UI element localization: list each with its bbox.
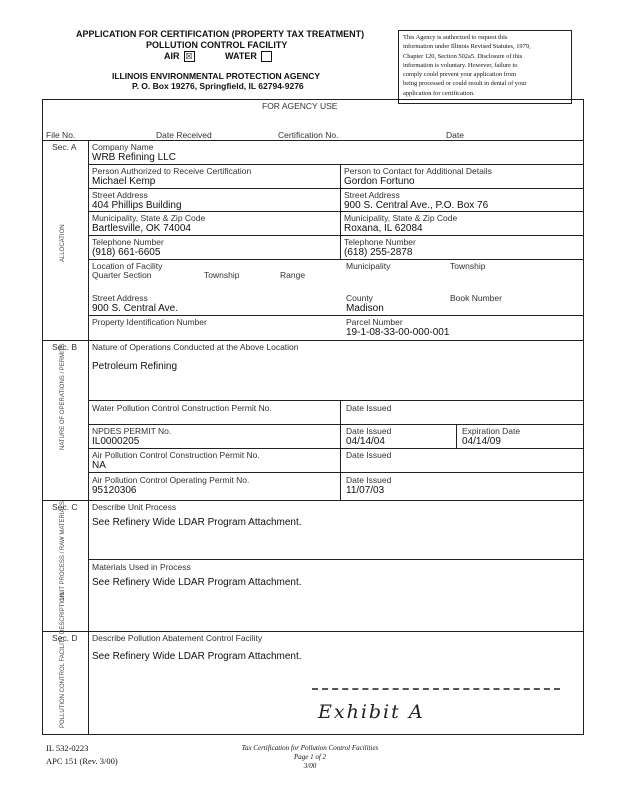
phone: (918) 661-6605 xyxy=(92,247,161,258)
expiration-date: 04/14/09 xyxy=(462,436,501,447)
operations: Petroleum Refining xyxy=(92,361,178,372)
notice-line: information is voluntary. However, failure to xyxy=(403,61,518,69)
county-label: County xyxy=(346,293,373,303)
expiration-label: Expiration Date xyxy=(462,426,521,436)
contact-label: Person to Contact for Additional Details xyxy=(344,166,492,176)
date-received-label: Date Received xyxy=(156,130,212,140)
facility-street: 900 S. Central Ave. xyxy=(92,303,178,314)
phone-label: Telephone Number xyxy=(92,237,164,247)
footer-center xyxy=(200,744,420,771)
location-label: Location of Facility xyxy=(92,261,163,271)
npdes-date: 04/14/04 xyxy=(346,436,385,447)
operations-label: Nature of Operations Conducted at the Above Location xyxy=(92,342,299,352)
unit-process: See Refinery Wide LDAR Program Attachment. xyxy=(92,517,302,528)
range-label: Range xyxy=(280,270,306,280)
unit-process-label: Describe Unit Process xyxy=(92,502,177,512)
air-construction-date-label: Date Issued xyxy=(346,450,392,460)
facility-description: See Refinery Wide LDAR Program Attachment. xyxy=(92,651,302,662)
water-checkbox[interactable] xyxy=(261,51,272,62)
parcel-number-label: Parcel Number xyxy=(346,317,403,327)
date-label: Date xyxy=(446,130,464,140)
air-operating-date: 11/07/03 xyxy=(346,485,385,496)
company-name-label: Company Name xyxy=(92,142,154,152)
scribble-line xyxy=(312,688,560,694)
city-label: Municipality, State & Zip Code xyxy=(92,213,206,223)
phone2-label: Telephone Number xyxy=(344,237,416,247)
facility-street-label: Street Address xyxy=(92,293,148,303)
air-label: AIR xyxy=(164,51,180,61)
notice-line: comply could prevent your application from xyxy=(403,71,517,79)
street2-label: Street Address xyxy=(344,190,400,200)
company-name: WRB Refining LLC xyxy=(92,152,176,163)
sec-d-side-label: POLLUTION CONTROL FACILITY DESCRIPTION xyxy=(60,592,66,728)
contact-name: Gordon Fortuno xyxy=(344,176,415,187)
water-date-issued-label: Date Issued xyxy=(346,403,392,413)
form-title: APPLICATION FOR CERTIFICATION (PROPERTY TAX TREATMENT) xyxy=(76,29,365,39)
quarter-label: Quarter Section xyxy=(92,270,152,280)
notice-line: information under Illinois Revised Statutes, 1979, xyxy=(403,43,531,51)
footer-title: Tax Certification for Pollution Control Facilities xyxy=(241,744,379,752)
agency-name: ILLINOIS ENVIRONMENTAL PROTECTION AGENCY xyxy=(112,71,321,81)
township-label: Township xyxy=(204,270,240,280)
form-number: IL 532-0223 xyxy=(46,743,89,753)
footer-date: 3/00 xyxy=(303,762,317,770)
notice-text xyxy=(399,31,571,100)
notice-box xyxy=(398,30,572,104)
npdes-date-label: Date Issued xyxy=(346,426,392,436)
sec-d-tag: Sec. D xyxy=(52,633,78,643)
air-checkbox[interactable]: ☒ xyxy=(185,52,193,62)
county: Madison xyxy=(346,303,384,314)
notice-line: application for certification. xyxy=(403,89,475,97)
person-authorized-label: Person Authorized to Receive Certification xyxy=(92,166,252,176)
npdes-permit: IL0000205 xyxy=(92,436,140,447)
materials: See Refinery Wide LDAR Program Attachment. xyxy=(92,577,302,588)
notice-line: Chapter 120, Section 502a5. Disclosure of this xyxy=(403,52,523,60)
sec-c-tag: Sec. C xyxy=(52,502,78,512)
parcel-number: 19-1-08-33-00-000-001 xyxy=(346,327,450,338)
street-address: 404 Phillips Building xyxy=(92,200,182,211)
street2-address: 900 S. Central Ave., P.O. Box 76 xyxy=(344,200,489,211)
air-operating-date-label: Date Issued xyxy=(346,475,392,485)
air-operating-label: Air Pollution Control Operating Permit No. xyxy=(92,475,250,485)
municipality-label: Municipality xyxy=(346,261,391,271)
city2: Roxana, IL 62084 xyxy=(344,223,423,234)
footer-page: Page 1 of 2 xyxy=(293,753,327,761)
air-operating-permit: 95120306 xyxy=(92,485,137,496)
facility-label: Describe Pollution Abatement Control Facility xyxy=(92,633,263,643)
npdes-label: NPDES PERMIT No. xyxy=(92,426,172,436)
air-construction-label: Air Pollution Control Construction Permit No. xyxy=(92,450,260,460)
township2-label: Township xyxy=(450,261,486,271)
notice-line: being processed or could result in denial of your xyxy=(403,80,527,88)
apc-number: APC 151 (Rev. 3/00) xyxy=(46,756,118,766)
water-label: WATER xyxy=(225,51,257,61)
materials-label: Materials Used in Process xyxy=(92,562,191,572)
handwritten-exhibit: Exhibit A xyxy=(318,701,425,723)
water-permit-label: Water Pollution Control Construction Permit No. xyxy=(92,403,272,413)
property-id-label: Property Identification Number xyxy=(92,317,207,327)
notice-line: This Agency is authorized to request this xyxy=(403,34,508,41)
agency-address: P. O. Box 19276, Springfield, IL 62794-9276 xyxy=(132,81,304,91)
sec-b-tag: Sec. B xyxy=(52,342,78,352)
agency-use-title: FOR AGENCY USE xyxy=(262,101,338,111)
person-authorized: Michael Kemp xyxy=(92,176,156,187)
sec-c-side-label: UNIT PROCESS / RAW MATERIALS xyxy=(60,501,66,600)
certification-no-label: Certification No. xyxy=(278,130,339,140)
sec-a-side-label: ALLOCATION xyxy=(60,224,66,262)
city2-label: Municipality, State & Zip Code xyxy=(344,213,458,223)
air-construction-permit: NA xyxy=(92,460,106,471)
phone2: (618) 255-2878 xyxy=(344,247,413,258)
book-number-label: Book Number xyxy=(450,293,502,303)
street-label: Street Address xyxy=(92,190,148,200)
form-subtitle: POLLUTION CONTROL FACILITY xyxy=(146,40,288,50)
air-water-row xyxy=(164,51,272,62)
file-no-label: File No. xyxy=(46,130,76,140)
city: Bartlesville, OK 74004 xyxy=(92,223,191,234)
sec-a-tag: Sec. A xyxy=(52,142,77,152)
sec-b-side-label: NATURE OF OPERATIONS / PERMITS xyxy=(60,343,66,450)
